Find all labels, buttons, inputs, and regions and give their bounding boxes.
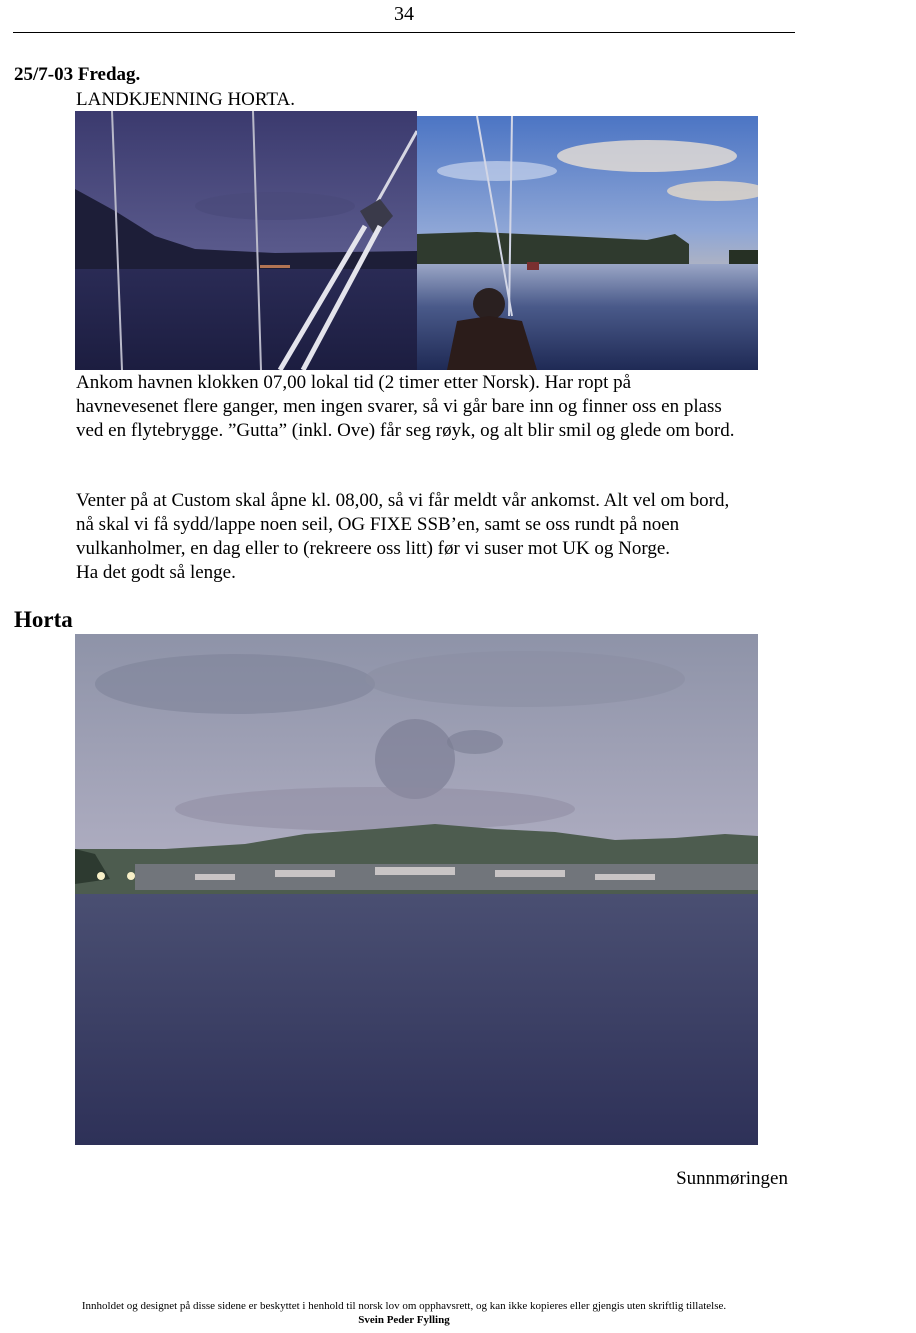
copyright-notice: Innholdet og designet på disse sidene er beskyttet i henhold til norsk lov om opphavsrett, og kan ikke kopieres eller gjengis uten skriftlig tillatelse.: [81, 1300, 727, 1312]
paragraph-line: Ha det godt så lenge.: [76, 562, 236, 583]
entry-subheading: LANDKJENNING HORTA.: [76, 89, 295, 110]
photo-horta-harbour: [75, 634, 758, 1145]
paragraph-line: havnevesenet flere ganger, men ingen svarer, så vi går bare inn og finner oss en plass: [76, 396, 722, 417]
page-number: 34: [394, 3, 414, 25]
section-title: Horta: [14, 607, 73, 632]
paragraph-line: nå skal vi få sydd/lappe noen seil, OG FIXE SSB’en, samt se oss rundt på noen: [76, 514, 680, 535]
paragraph-arrival: [76, 371, 816, 443]
paragraph-line: Venter på at Custom skal åpne kl. 08,00, så vi får meldt vår ankomst. Alt vel om bord,: [76, 490, 730, 511]
author-name: Svein Peder Fylling: [358, 1314, 450, 1326]
entry-date: 25/7-03 Fredag.: [14, 64, 141, 85]
paragraph-line: vulkanholmer, en dag eller to (rekreere oss litt) før vi suser mot UK og Norge.: [76, 538, 671, 559]
paragraph-line: Ankom havnen klokken 07,00 lokal tid (2 timer etter Norsk). Har ropt på: [76, 372, 632, 393]
photo-dusk-rigging: [75, 111, 417, 370]
paragraph-customs: [76, 489, 816, 585]
paragraph-line: ved en flytebrygge. ”Gutta” (inkl. Ove) får seg røyk, og alt blir smil og glede om bord.: [76, 420, 735, 441]
signature: Sunnmøringen: [676, 1168, 788, 1189]
photo-sunrise-headland: [417, 116, 758, 370]
footer: [0, 1299, 808, 1327]
header-rule: [13, 32, 795, 33]
